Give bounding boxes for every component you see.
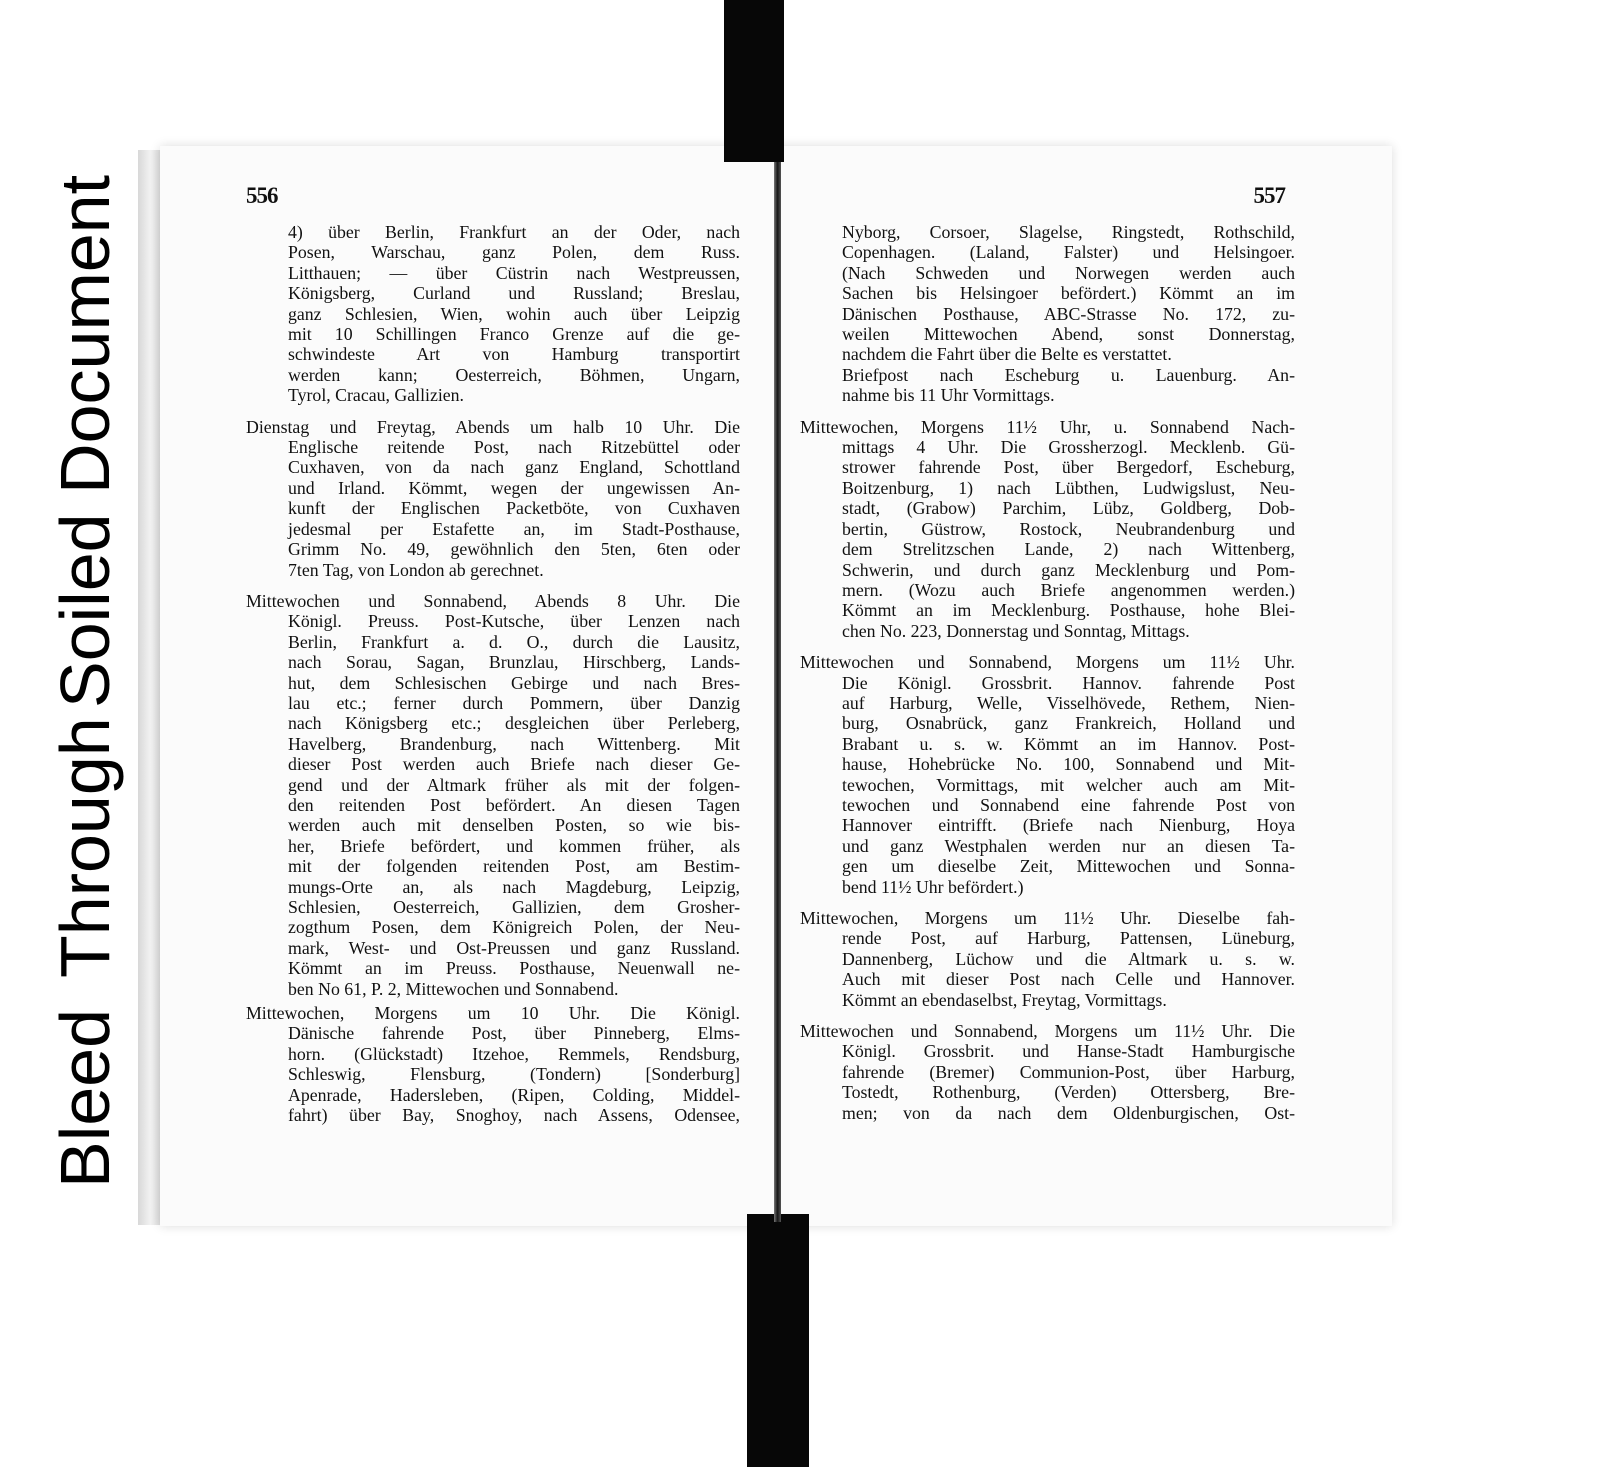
text-line: Schwerin, und durch ganz Mecklenburg und Pom-: [842, 559, 1295, 580]
text-line: Posen, Warschau, ganz Polen, dem Russ.: [288, 242, 740, 263]
text-line: Dänischen Posthause, ABC-Strasse No. 172, zu-: [842, 303, 1295, 324]
text-line: Kömmt an im Mecklenburg. Posthause, hohe Blei-: [842, 600, 1295, 621]
text-line: kunft der Englischen Packetböte, von Cuxhaven: [288, 498, 740, 519]
text-line: werden kann; Oesterreich, Böhmen, Ungarn,: [288, 364, 740, 385]
text-line: ganz Schlesien, Wien, wohin auch über Leipzig: [288, 303, 740, 324]
paragraph-spacer: [800, 406, 1295, 417]
text-line: Schleswig, Flensburg, (Tondern) [Sonderburg]: [288, 1064, 740, 1085]
text-line: Tostedt, Rothenburg, (Verden) Ottersberg, Bre-: [842, 1082, 1295, 1103]
text-line: men; von da nach dem Oldenburgischen, Ost-: [842, 1102, 1295, 1123]
stamp-word-bleed: Bleed: [46, 1008, 124, 1188]
text-line: Hannover eintrifft. (Briefe nach Nienburg, Hoya: [842, 815, 1295, 836]
text-line: Grimm No. 49, gewöhnlich den 5ten, 6ten oder: [288, 539, 740, 560]
text-line: Dänische fahrende Post, über Pinneberg, Elms-: [288, 1023, 740, 1044]
binding-clip-bottom: [747, 1214, 809, 1467]
text-line: gend und der Altmark früher als mit der folgen-: [288, 774, 740, 795]
text-line: Mittewochen und Sonnabend, Abends 8 Uhr. Die: [246, 590, 740, 611]
text-line: mern. (Wozu auch Briefe angenommen werden.): [842, 579, 1295, 600]
text-line: Berlin, Frankfurt a. d. O., durch die Lausitz,: [288, 631, 740, 652]
text-line: mark, West- und Ost-Preussen und ganz Russland.: [288, 937, 740, 958]
text-line: Königl. Grossbrit. und Hanse-Stadt Hamburgische: [842, 1041, 1295, 1062]
text-line: Mittewochen, Morgens 11½ Uhr, u. Sonnabend Nach-: [800, 416, 1295, 437]
text-line: weilen Mittewochen Abend, sonst Donnerstag,: [842, 324, 1295, 345]
text-line: Boitzenburg, 1) nach Lübthen, Ludwigslust, Neu-: [842, 477, 1295, 498]
text-line: Brabant u. s. w. Kömmt an im Hannov. Post-: [842, 733, 1295, 754]
text-line: dieser Post werden auch Briefe nach dieser Ge-: [288, 754, 740, 775]
book-gutter: [774, 162, 781, 1222]
text-line: Cuxhaven, von da nach ganz England, Schottland: [288, 457, 740, 478]
text-line: Dannenberg, Lüchow und die Altmark u. s. w.: [842, 948, 1295, 969]
text-line: Kömmt an ebendaselbst, Freytag, Vormittags.: [842, 989, 1167, 1010]
text-line: Schlesien, Oesterreich, Gallizien, dem Grosher-: [288, 897, 740, 917]
left-page: [246, 183, 740, 1126]
text-line: und Irland. Kömmt, wegen der ungewissen An-: [288, 477, 740, 498]
text-line: mittags 4 Uhr. Die Grossherzogl. Mecklenb. Gü-: [842, 437, 1295, 458]
text-line: nach Sorau, Sagan, Brunzlau, Hirschberg, Lands-: [288, 652, 740, 673]
text-line: tewochen und Sonnabend eine fahrende Post von: [842, 794, 1295, 815]
text-line: lau etc.; ferner durch Pommern, über Danzig: [288, 692, 740, 713]
text-line: Nyborg, Corsoer, Slagelse, Ringstedt, Rothschild,: [842, 222, 1295, 242]
text-line: (Nach Schweden und Norwegen werden auch: [842, 262, 1295, 283]
text-line: Havelberg, Brandenburg, nach Wittenberg. Mit: [288, 733, 740, 754]
text-line: strower fahrende Post, über Bergedorf, Escheburg,: [842, 457, 1295, 478]
text-line: hut, dem Schlesischen Gebirge und nach Bres-: [288, 672, 740, 693]
page-number: 557: [1253, 183, 1285, 208]
text-line: tewochen, Vormittags, mit welcher auch am Mit-: [842, 774, 1295, 795]
text-line: ben No 61, P. 2, Mittewochen und Sonnabend.: [288, 978, 619, 999]
paragraph-spacer: [800, 1010, 1295, 1021]
paragraph-spacer: [246, 580, 740, 591]
text-line: her, Briefe befördert, und kommen früher, als: [288, 835, 740, 856]
text-line: Tyrol, Cracau, Gallizien.: [288, 385, 465, 406]
text-line: Die Königl. Grossbrit. Hannov. fahrende Post: [842, 672, 1295, 693]
text-line: Litthauen; — über Cüstrin nach Westpreussen,: [288, 262, 740, 283]
text-line: 7ten Tag, von London ab gerechnet.: [288, 559, 544, 580]
text-line: mungs-Orte an, als nach Magdeburg, Leipzig,: [288, 876, 740, 897]
text-line: Auch mit dieser Post nach Celle und Hannover.: [842, 969, 1295, 990]
text-line: schwindeste Art von Hamburg transportirt: [288, 344, 740, 365]
text-line: auf Harburg, Welle, Visselhövede, Rethem, Nien-: [842, 692, 1295, 713]
text-line: bertin, Güstrow, Rostock, Neubrandenburg und: [842, 518, 1295, 539]
text-line: Briefpost nach Escheburg u. Lauenburg. An-: [842, 364, 1295, 385]
text-line: nach Königsberg etc.; desgleichen über Perleberg,: [288, 713, 740, 734]
text-line: rende Post, auf Harburg, Pattensen, Lüneburg,: [842, 928, 1295, 949]
text-line: fahrende (Bremer) Communion-Post, über Harburg,: [842, 1061, 1295, 1082]
text-line: mit der folgenden reitenden Post, am Bestim-: [288, 856, 740, 877]
paragraph-spacer: [246, 406, 740, 417]
text-line: Königsberg, Curland und Russland; Breslau,: [288, 283, 740, 304]
text-line: hause, Hohebrücke No. 100, Sonnabend und Mit-: [842, 754, 1295, 775]
text-line: gen um dieselbe Zeit, Mittewochen und Sonna-: [842, 856, 1295, 877]
page-text: [246, 222, 740, 1125]
text-line: Dienstag und Freytag, Abends um halb 10 Uhr. Die: [246, 416, 740, 437]
text-line: Englische reitende Post, nach Ritzebüttel oder: [288, 437, 740, 458]
text-line: 4) über Berlin, Frankfurt an der Oder, nach: [288, 222, 740, 242]
text-line: Apenrade, Hadersleben, (Ripen, Colding, Middel-: [288, 1084, 740, 1105]
paragraph-spacer: [800, 641, 1295, 652]
text-line: bend 11½ Uhr befördert.): [842, 876, 1024, 897]
text-line: nahme bis 11 Uhr Vormittags.: [842, 385, 1055, 406]
text-line: und ganz Westphalen werden nur an diesen Ta-: [842, 835, 1295, 856]
text-line: chen No. 223, Donnerstag und Sonntag, Mittags.: [842, 620, 1190, 641]
text-line: Mittewochen, Morgens um 10 Uhr. Die Königl.: [246, 1003, 740, 1024]
text-line: jedesmal per Estafette an, im Stadt-Posthause,: [288, 518, 740, 539]
text-line: mit 10 Schillingen Franco Grenze auf die ge-: [288, 324, 740, 345]
text-line: Mittewochen, Morgens um 11½ Uhr. Dieselbe fah-: [800, 908, 1295, 928]
text-line: dem Strelitzschen Lande, 2) nach Wittenberg,: [842, 539, 1295, 560]
text-line: zogthum Posen, dem Königreich Polen, der Neu-: [288, 917, 740, 938]
binding-clip-top: [724, 0, 784, 162]
page-number: 556: [246, 183, 278, 208]
text-line: Sachen bis Helsingoer befördert.) Kömmt an im: [842, 283, 1295, 304]
text-line: fahrt) über Bay, Snoghoy, nach Assens, Odensee,: [288, 1105, 740, 1126]
text-line: stadt, (Grabow) Parchim, Lübz, Goldberg, Dob-: [842, 498, 1295, 519]
text-line: Kömmt an im Preuss. Posthause, Neuenwall ne-: [288, 958, 740, 979]
text-line: Copenhagen. (Laland, Falster) und Helsingoer.: [842, 242, 1295, 263]
text-line: den reitenden Post befördert. An diesen Tagen: [288, 794, 740, 815]
text-line: horn. (Glückstadt) Itzehoe, Remmels, Rendsburg,: [288, 1043, 740, 1064]
bleed-through-soiled-document-stamp: Bleed Through Soiled Document: [46, 174, 124, 1188]
text-line: nachdem die Fahrt über die Belte es verstattet.: [842, 344, 1172, 365]
text-line: burg, Osnabrück, ganz Frankreich, Holland und: [842, 713, 1295, 734]
text-line: Königl. Preuss. Post-Kutsche, über Lenzen nach: [288, 611, 740, 632]
text-line: Mittewochen und Sonnabend, Morgens um 11½ Uhr.: [800, 652, 1295, 673]
right-page: [800, 183, 1295, 1123]
paragraph-spacer: [800, 897, 1295, 908]
text-line: werden auch mit denselben Posten, so wie bis-: [288, 815, 740, 836]
stamp-word-through: Through: [46, 717, 124, 978]
text-line: Mittewochen und Sonnabend, Morgens um 11½ Uhr. Die: [800, 1021, 1295, 1042]
page-text: [800, 222, 1295, 1123]
